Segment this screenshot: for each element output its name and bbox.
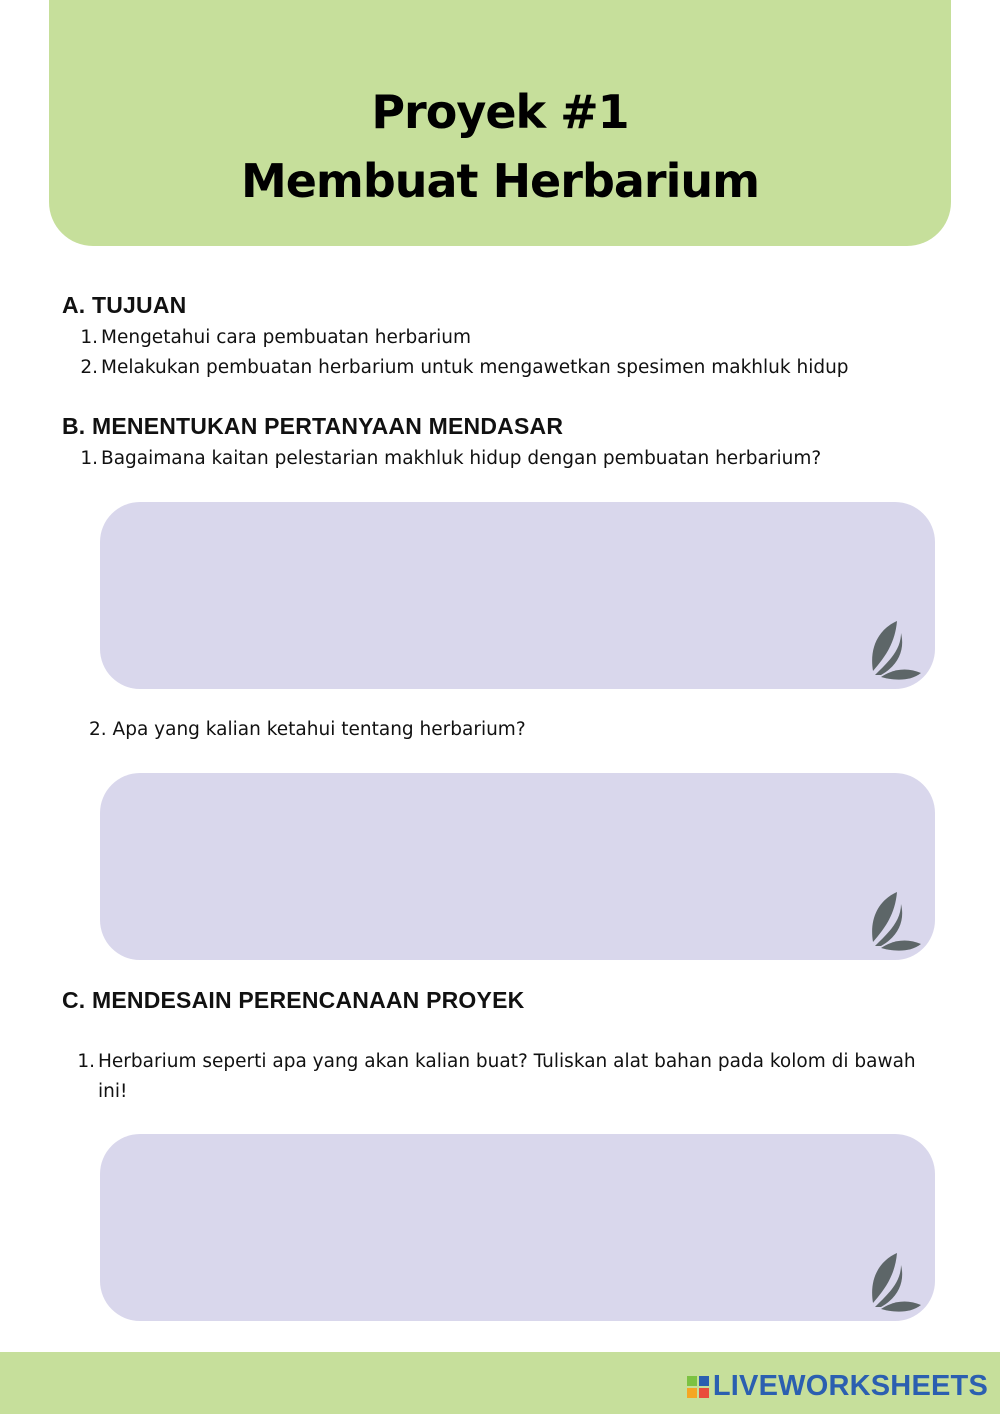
answer-input-b-1[interactable] — [130, 524, 854, 668]
leaf-icon — [867, 890, 923, 952]
objective-item-text: Mengetahui cara pembuatan herbarium — [101, 327, 472, 348]
brand-name: LIVEWORKSHEETS — [712, 1370, 988, 1402]
question-text: Bagaimana kaitan pelestarian makhluk hidup dengan pembuatan herbarium? — [101, 448, 822, 469]
question-text: Apa yang kalian ketahui tentang herbarium? — [112, 719, 526, 740]
page-footer — [0, 1352, 1000, 1414]
section-c-heading: C. MENDESAIN PERENCANAAN PROYEK — [62, 987, 525, 1013]
objective-item-text: Melakukan pembuatan herbarium untuk mengawetkan spesimen makhluk hidup — [101, 357, 849, 378]
objective-item-1 — [74, 323, 471, 353]
page-title-line-2: Membuat Herbarium — [240, 154, 760, 208]
question-number: 1. — [80, 448, 98, 469]
question-number: 1. — [77, 1051, 95, 1072]
question-b-1 — [74, 444, 821, 474]
section-b-heading: B. MENENTUKAN PERTANYAAN MENDASAR — [62, 413, 564, 439]
objective-item-2 — [74, 353, 849, 383]
answer-box-b-2[interactable] — [100, 773, 935, 960]
question-c-1 — [74, 1047, 930, 1107]
question-b-2 — [89, 715, 526, 745]
question-text: Herbarium seperti apa yang akan kalian buat? Tuliskan alat bahan pada kolom di bawah ini! — [98, 1051, 916, 1102]
page-header — [49, 0, 951, 246]
section-a-heading: A. TUJUAN — [62, 292, 187, 318]
objective-item-number: 2. — [80, 357, 98, 378]
leaf-icon — [867, 1251, 923, 1313]
page-title-line-1: Proyek #1 — [371, 85, 629, 139]
question-number: 2. — [89, 719, 107, 740]
answer-box-c-1[interactable] — [100, 1134, 935, 1321]
liveworksheets-logo-icon — [687, 1376, 709, 1398]
liveworksheets-brand[interactable] — [687, 1372, 988, 1401]
objective-item-number: 1. — [80, 327, 98, 348]
answer-input-c-1[interactable] — [130, 1156, 854, 1300]
leaf-icon — [867, 619, 923, 681]
answer-input-b-2[interactable] — [130, 795, 854, 939]
answer-box-b-1[interactable] — [100, 502, 935, 689]
